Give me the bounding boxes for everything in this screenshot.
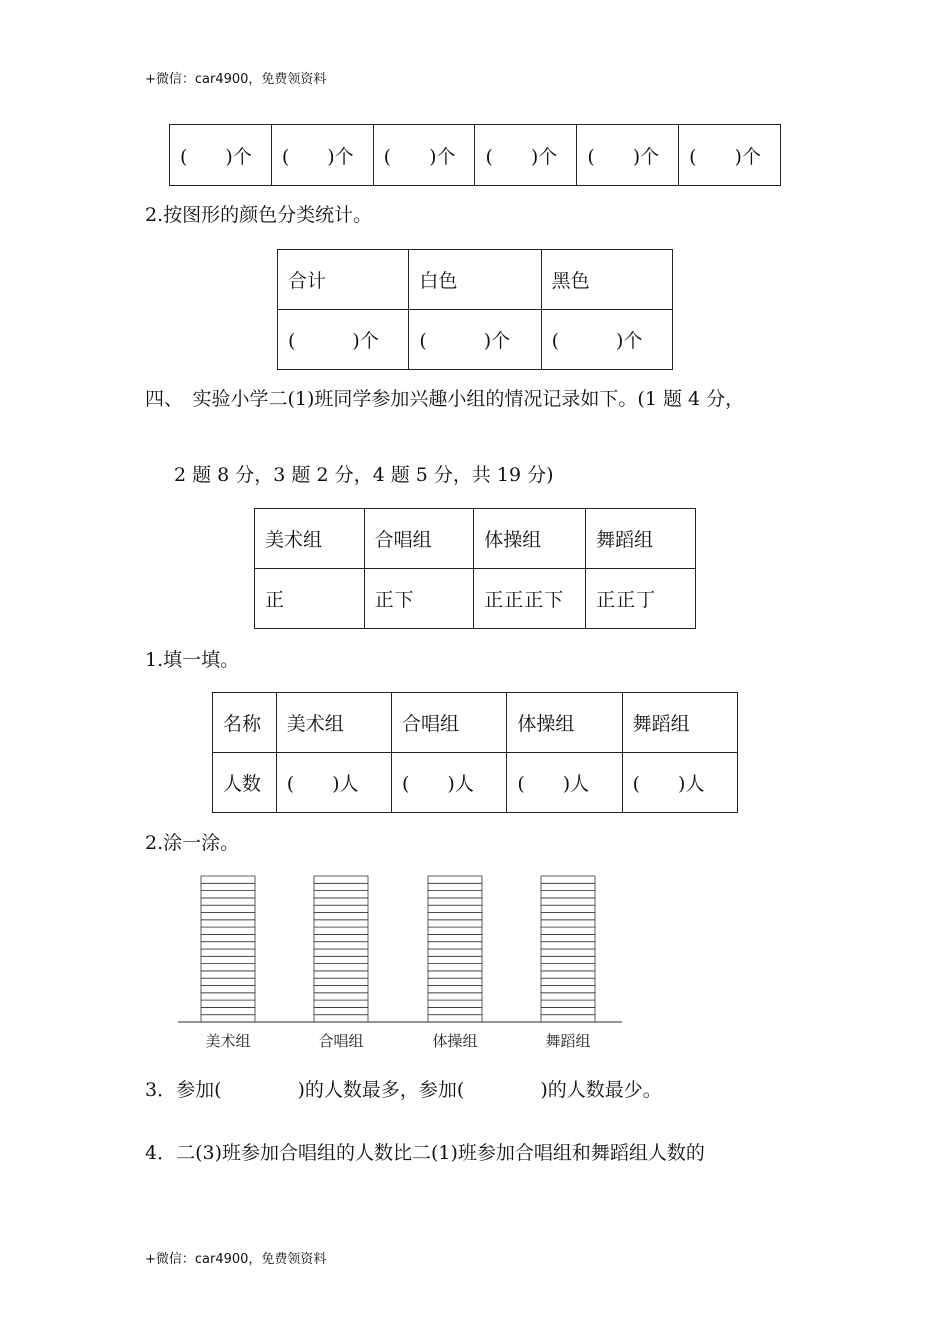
tally-header: 舞蹈组 — [586, 509, 696, 569]
grid-cell[interactable] — [314, 898, 368, 905]
grid-cell[interactable] — [428, 1007, 482, 1014]
grid-cell[interactable] — [541, 993, 595, 1000]
tally-marks: 正正正下 — [474, 569, 586, 629]
count-cell[interactable]: ( )个 — [271, 125, 373, 186]
grid-column[interactable] — [201, 876, 255, 1022]
grid-cell[interactable] — [541, 913, 595, 920]
grid-cell[interactable] — [201, 927, 255, 934]
grid-cell[interactable] — [201, 876, 255, 883]
category-label: 合唱组 — [318, 1032, 364, 1050]
grid-cell[interactable] — [314, 913, 368, 920]
tally-header: 体操组 — [474, 509, 586, 569]
count-cell[interactable]: ( )个 — [577, 125, 679, 186]
fill-cell[interactable]: ( )人 — [276, 753, 391, 813]
tally-marks: 正正丁 — [586, 569, 696, 629]
fill-heading: 1.填一填。 — [145, 649, 240, 671]
grid-cell[interactable] — [314, 949, 368, 956]
grid-cell[interactable] — [428, 891, 482, 898]
color-header: 白色 — [409, 250, 541, 310]
grid-cell[interactable] — [201, 971, 255, 978]
grid-cell[interactable] — [314, 964, 368, 971]
grid-cell[interactable] — [201, 934, 255, 941]
grid-cell[interactable] — [314, 1015, 368, 1022]
color-cell[interactable]: ( )个 — [409, 310, 541, 370]
grid-cell[interactable] — [201, 883, 255, 890]
grid-cell[interactable] — [541, 978, 595, 985]
color-header: 黑色 — [541, 250, 672, 310]
grid-cell[interactable] — [428, 956, 482, 963]
grid-cell[interactable] — [314, 883, 368, 890]
count-cell[interactable]: ( )个 — [373, 125, 475, 186]
grid-cell[interactable] — [314, 920, 368, 927]
grid-cell[interactable] — [314, 971, 368, 978]
grid-cell[interactable] — [541, 956, 595, 963]
category-label: 舞蹈组 — [545, 1032, 591, 1050]
grid-cell[interactable] — [428, 986, 482, 993]
count-table — [169, 124, 781, 186]
grid-cell[interactable] — [541, 964, 595, 971]
grid-cell[interactable] — [201, 1000, 255, 1007]
fill-label: 人数 — [213, 753, 277, 813]
grid-cell[interactable] — [428, 934, 482, 941]
grid-cell[interactable] — [428, 898, 482, 905]
grid-cell[interactable] — [541, 905, 595, 912]
tally-marks: 正 — [255, 569, 365, 629]
grid-cell[interactable] — [541, 1015, 595, 1022]
grid-cell[interactable] — [314, 1000, 368, 1007]
grid-cell[interactable] — [201, 956, 255, 963]
grid-cell[interactable] — [201, 942, 255, 949]
grid-cell[interactable] — [314, 1007, 368, 1014]
paint-heading: 2.涂一涂。 — [145, 832, 240, 854]
category-label: 美术组 — [205, 1032, 251, 1050]
tally-marks: 正下 — [364, 569, 474, 629]
grid-cell[interactable] — [428, 920, 482, 927]
q2-heading: 2.按图形的颜色分类统计。 — [145, 204, 373, 226]
grid-cell[interactable] — [428, 927, 482, 934]
grid-cell[interactable] — [314, 905, 368, 912]
grid-cell[interactable] — [541, 934, 595, 941]
chart-labels — [205, 1032, 590, 1050]
watermark-bottom: +微信：car4900，免费领资料 — [145, 1252, 327, 1267]
watermark-top: +微信：car4900，免费领资料 — [145, 72, 327, 87]
fill-cell[interactable]: ( )人 — [622, 753, 737, 813]
fill-cell[interactable]: ( )人 — [392, 753, 507, 813]
section4-line2: 2 题 8 分，3 题 2 分，4 题 5 分，共 19 分) — [174, 464, 554, 486]
grid-cell[interactable] — [541, 920, 595, 927]
grid-cell[interactable] — [314, 956, 368, 963]
grid-cell[interactable] — [541, 949, 595, 956]
grid-cell[interactable] — [428, 1000, 482, 1007]
grid-cell[interactable] — [314, 993, 368, 1000]
count-cell[interactable]: ( )个 — [475, 125, 577, 186]
grid-cell[interactable] — [314, 942, 368, 949]
grid-cell[interactable] — [428, 876, 482, 883]
grid-cell[interactable] — [541, 876, 595, 883]
grid-cell[interactable] — [428, 971, 482, 978]
grid-cell[interactable] — [201, 905, 255, 912]
q3-text: 3．参加( )的人数最多，参加( )的人数最少。 — [145, 1079, 662, 1101]
fill-table — [212, 692, 738, 813]
grid-cell[interactable] — [201, 891, 255, 898]
grid-cell[interactable] — [541, 891, 595, 898]
grid-cell[interactable] — [201, 898, 255, 905]
coloring-chart — [170, 870, 630, 1060]
grid-cell[interactable] — [314, 927, 368, 934]
grid-cell[interactable] — [314, 986, 368, 993]
count-cell[interactable]: ( )个 — [679, 125, 781, 186]
grid-column[interactable] — [428, 876, 482, 1022]
tally-header: 合唱组 — [364, 509, 474, 569]
color-table — [277, 249, 673, 370]
fill-header: 美术组 — [276, 693, 391, 753]
chart-columns — [201, 876, 595, 1022]
grid-cell[interactable] — [201, 986, 255, 993]
grid-cell[interactable] — [428, 883, 482, 890]
grid-cell[interactable] — [541, 942, 595, 949]
grid-cell[interactable] — [541, 1007, 595, 1014]
grid-cell[interactable] — [428, 913, 482, 920]
tally-table — [254, 508, 696, 629]
grid-cell[interactable] — [428, 1015, 482, 1022]
grid-cell[interactable] — [201, 993, 255, 1000]
color-header: 合计 — [278, 250, 409, 310]
q4-text: 4．二(3)班参加合唱组的人数比二(1)班参加合唱组和舞蹈组人数的 — [145, 1142, 705, 1164]
fill-header: 合唱组 — [392, 693, 507, 753]
grid-cell[interactable] — [314, 978, 368, 985]
grid-cell[interactable] — [541, 971, 595, 978]
tally-header: 美术组 — [255, 509, 365, 569]
fill-header: 舞蹈组 — [622, 693, 737, 753]
grid-cell[interactable] — [201, 978, 255, 985]
grid-cell[interactable] — [541, 898, 595, 905]
grid-cell[interactable] — [428, 949, 482, 956]
grid-column[interactable] — [541, 876, 595, 1022]
grid-cell[interactable] — [428, 964, 482, 971]
fill-header: 体操组 — [507, 693, 622, 753]
fill-cell[interactable]: ( )人 — [507, 753, 622, 813]
grid-cell[interactable] — [201, 913, 255, 920]
grid-cell[interactable] — [201, 920, 255, 927]
grid-cell[interactable] — [428, 993, 482, 1000]
category-label: 体操组 — [432, 1032, 478, 1050]
color-cell[interactable]: ( )个 — [541, 310, 672, 370]
color-cell[interactable]: ( )个 — [278, 310, 409, 370]
grid-cell[interactable] — [201, 1007, 255, 1014]
grid-cell[interactable] — [541, 986, 595, 993]
grid-cell[interactable] — [314, 934, 368, 941]
grid-cell[interactable] — [541, 883, 595, 890]
grid-cell[interactable] — [201, 1015, 255, 1022]
grid-cell[interactable] — [428, 978, 482, 985]
grid-cell[interactable] — [428, 942, 482, 949]
fill-label: 名称 — [213, 693, 277, 753]
grid-column[interactable] — [314, 876, 368, 1022]
grid-cell[interactable] — [541, 927, 595, 934]
grid-cell[interactable] — [541, 1000, 595, 1007]
count-cell[interactable]: ( )个 — [170, 125, 272, 186]
grid-cell[interactable] — [314, 876, 368, 883]
section4-line1: 四、 实验小学二(1)班同学参加兴趣小组的情况记录如下。(1 题 4 分， — [145, 388, 745, 410]
grid-cell[interactable] — [201, 964, 255, 971]
grid-cell[interactable] — [314, 891, 368, 898]
grid-cell[interactable] — [201, 949, 255, 956]
grid-cell[interactable] — [428, 905, 482, 912]
